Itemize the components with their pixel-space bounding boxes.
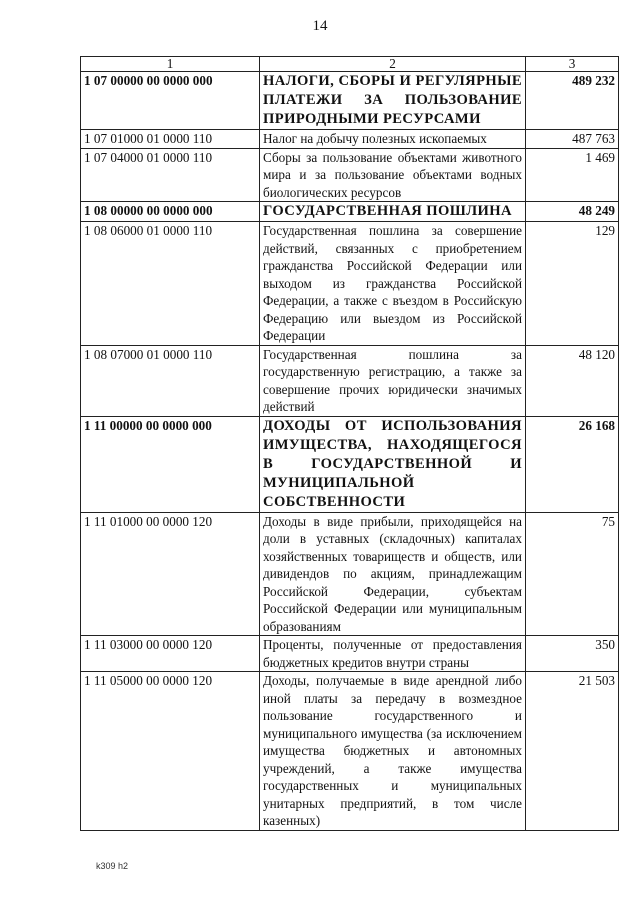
document-reference-mark: k309 h2 [96,861,129,871]
table-row [81,672,619,831]
budget-code: 1 07 04000 01 0000 110 [81,148,260,202]
table-header-row [81,57,619,72]
budget-amount: 48 120 [526,345,619,416]
budget-amount: 75 [526,512,619,636]
budget-code: 1 08 00000 00 0000 000 [81,202,260,222]
column-header-description: 2 [260,57,526,72]
budget-amount: 21 503 [526,672,619,831]
table-row [81,416,619,512]
budget-code: 1 11 01000 00 0000 120 [81,512,260,636]
budget-description: ДОХОДЫ ОТ ИСПОЛЬЗОВАНИЯ ИМУЩЕСТВА, НАХОДЯЩЕГОСЯ В ГОСУДАРСТВЕННОЙ И МУНИЦИПАЛЬНОЙ СОБСТВЕННОСТИ [260,416,526,512]
budget-amount: 487 763 [526,130,619,149]
budget-description: Государственная пошлина за государственную регистрацию, а также за совершение прочих юридически значимых действий [260,345,526,416]
budget-amount: 129 [526,222,619,346]
budget-amount: 1 469 [526,148,619,202]
budget-description: Государственная пошлина за совершение действий, связанных с приобретением гражданства Российской Федерации или выходом из гражданства Российской Федерации, а также с въездом в Российскую Федерацию или выездом из Российской Федерации [260,222,526,346]
budget-code: 1 07 00000 00 0000 000 [81,72,260,130]
budget-code: 1 07 01000 01 0000 110 [81,130,260,149]
table-row [81,636,619,672]
budget-description: НАЛОГИ, СБОРЫ И РЕГУЛЯРНЫЕ ПЛАТЕЖИ ЗА ПОЛЬЗОВАНИЕ ПРИРОДНЫМИ РЕСУРСАМИ [260,72,526,130]
budget-code: 1 11 00000 00 0000 000 [81,416,260,512]
table-row [81,345,619,416]
budget-amount: 489 232 [526,72,619,130]
table-row [81,72,619,130]
budget-description: Доходы, получаемые в виде арендной либо иной платы за передачу в возмездное пользование государственного и муниципального имущества (за исключением имущества бюджетных и автономных учреждений, а также имущества государственных и муниципальных унитарных предприятий, в том числе казенных) [260,672,526,831]
table-row [81,202,619,222]
column-header-code: 1 [81,57,260,72]
budget-code: 1 08 06000 01 0000 110 [81,222,260,346]
budget-description: Доходы в виде прибыли, приходящейся на доли в уставных (складочных) капиталах хозяйственных товариществ и обществ, или дивидендов по акциям, принадлежащим Российской Федерации, субъектам Российской Федерации или муниципальным образованиям [260,512,526,636]
budget-description: ГОСУДАРСТВЕННАЯ ПОШЛИНА [260,202,526,222]
table-row [81,148,619,202]
table-row [81,130,619,149]
budget-description: Проценты, полученные от предоставления бюджетных кредитов внутри страны [260,636,526,672]
budget-code: 1 11 03000 00 0000 120 [81,636,260,672]
table-row [81,512,619,636]
budget-amount: 48 249 [526,202,619,222]
budget-amount: 26 168 [526,416,619,512]
table-row [81,222,619,346]
page-number: 14 [312,18,328,34]
budget-code: 1 11 05000 00 0000 120 [81,672,260,831]
budget-code: 1 08 07000 01 0000 110 [81,345,260,416]
budget-description: Сборы за пользование объектами животного мира и за пользование объектами водных биологических ресурсов [260,148,526,202]
budget-description: Налог на добычу полезных ископаемых [260,130,526,149]
column-header-amount: 3 [526,57,619,72]
revenue-table [80,56,619,831]
budget-amount: 350 [526,636,619,672]
